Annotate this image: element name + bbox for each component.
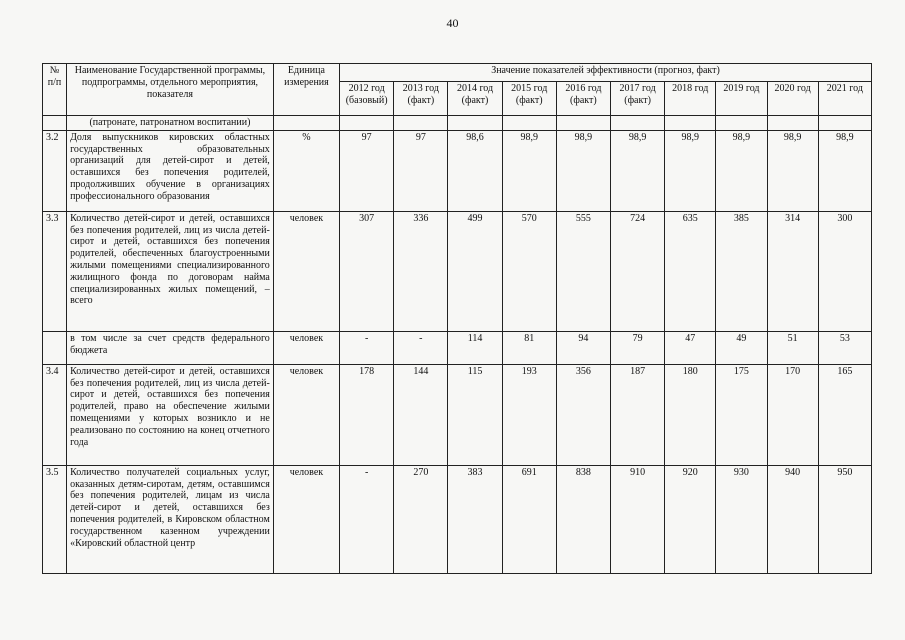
header-year: 2020 год — [767, 82, 818, 116]
cell-value: 838 — [556, 465, 610, 573]
cell-value: 314 — [767, 211, 818, 331]
cell-value: 165 — [818, 364, 871, 465]
cell-value — [340, 116, 394, 131]
row-num: 3.5 — [43, 465, 67, 573]
row-name: Доля выпускников кировских областных государственных образовательных организаций для детей-сирот и детей, оставшихся без попечения родителей, продолживших обучение в организациях профессионального образования — [67, 130, 274, 211]
header-unit: Единица измерения — [273, 64, 339, 116]
cell-value: 300 — [818, 211, 871, 331]
row-unit: % — [273, 130, 339, 211]
cell-value: 98,9 — [556, 130, 610, 211]
cell-value: 930 — [716, 465, 767, 573]
row-num: 3.4 — [43, 364, 67, 465]
header-values-group: Значение показателей эффективности (прогноз, факт) — [340, 64, 872, 82]
table-row — [43, 331, 872, 364]
indicators-table — [42, 63, 872, 574]
cell-value: 691 — [502, 465, 556, 573]
cell-value: 635 — [665, 211, 716, 331]
table-row — [43, 130, 872, 211]
row-num: 3.3 — [43, 211, 67, 331]
cell-value — [448, 116, 502, 131]
cell-value: 920 — [665, 465, 716, 573]
header-year: 2014 год (факт) — [448, 82, 502, 116]
cell-value: 98,9 — [610, 130, 664, 211]
cell-value — [818, 116, 871, 131]
cell-value — [665, 116, 716, 131]
header-year: 2019 год — [716, 82, 767, 116]
cell-value: 570 — [502, 211, 556, 331]
row-unit: человек — [273, 331, 339, 364]
row-name: в том числе за счет средств федерального бюджета — [67, 331, 274, 364]
row-unit: человек — [273, 364, 339, 465]
header-year: 2017 год (факт) — [610, 82, 664, 116]
cell-value: 98,9 — [665, 130, 716, 211]
cell-value: 193 — [502, 364, 556, 465]
cell-value: 385 — [716, 211, 767, 331]
cell-value: 940 — [767, 465, 818, 573]
cell-value: 555 — [556, 211, 610, 331]
cell-value: 49 — [716, 331, 767, 364]
cell-value: 97 — [340, 130, 394, 211]
cell-value: 950 — [818, 465, 871, 573]
cell-value: 383 — [448, 465, 502, 573]
cell-value: 81 — [502, 331, 556, 364]
row-name: (патронате, патронатном воспитании) — [67, 116, 274, 131]
row-name: Количество детей-сирот и детей, оставшихся без попечения родителей, лиц из числа детей-сирот и детей, оставшихся без попечения родителей, право на обеспечение жилыми помещениями у которых возникло и не реализовано по состоянию на конец отчетного года — [67, 364, 274, 465]
cell-value — [502, 116, 556, 131]
cell-value: 307 — [340, 211, 394, 331]
cell-value — [556, 116, 610, 131]
table-row — [43, 364, 872, 465]
row-num: 3.2 — [43, 130, 67, 211]
cell-value: 180 — [665, 364, 716, 465]
cell-value: 98,9 — [716, 130, 767, 211]
header-name: Наименование Государственной программы, подпрограммы, отдельного мероприятия, показателя — [67, 64, 274, 116]
cell-value — [716, 116, 767, 131]
cell-value: - — [340, 331, 394, 364]
header-year: 2021 год — [818, 82, 871, 116]
cell-value: 499 — [448, 211, 502, 331]
cell-value: 97 — [394, 130, 448, 211]
cell-value: 98,9 — [767, 130, 818, 211]
cell-value: 98,6 — [448, 130, 502, 211]
cell-value: 94 — [556, 331, 610, 364]
cell-value: - — [394, 331, 448, 364]
header-year: 2012 год (базовый) — [340, 82, 394, 116]
row-name: Количество получателей социальных услуг, оказанных детям-сиротам, детям, оставшимся без попечения родителей, лицам из числа детей-сирот и детей, оставшихся без попечения родителей, в Кировском областном государственном казенном учреждении «Кировский областной центр — [67, 465, 274, 573]
cell-value — [767, 116, 818, 131]
header-year: 2015 год (факт) — [502, 82, 556, 116]
cell-value — [394, 116, 448, 131]
cell-value: 115 — [448, 364, 502, 465]
row-num — [43, 331, 67, 364]
cell-value: 910 — [610, 465, 664, 573]
page-number: 40 — [446, 16, 459, 30]
cell-value: 53 — [818, 331, 871, 364]
cell-value: 144 — [394, 364, 448, 465]
row-unit: человек — [273, 465, 339, 573]
header-year: 2018 год — [665, 82, 716, 116]
cell-value: 98,9 — [502, 130, 556, 211]
row-name: Количество детей-сирот и детей, оставшихся без попечения родителей, лиц из числа детей-сирот и детей, оставшихся без попечения родителей, обеспеченных благоустроенными жилыми помещениями специализированного жилищного фонда по договорам найма специализированных жилых помещений, – всего — [67, 211, 274, 331]
cell-value: 98,9 — [818, 130, 871, 211]
cell-value: 79 — [610, 331, 664, 364]
table-row — [43, 116, 872, 131]
cell-value: 114 — [448, 331, 502, 364]
table-row — [43, 465, 872, 573]
cell-value: 187 — [610, 364, 664, 465]
cell-value: 47 — [665, 331, 716, 364]
header-year: 2016 год (факт) — [556, 82, 610, 116]
table-row — [43, 211, 872, 331]
cell-value — [610, 116, 664, 131]
cell-value: 270 — [394, 465, 448, 573]
cell-value: - — [340, 465, 394, 573]
cell-value: 170 — [767, 364, 818, 465]
header-year: 2013 год (факт) — [394, 82, 448, 116]
row-num — [43, 116, 67, 131]
cell-value: 724 — [610, 211, 664, 331]
row-unit — [273, 116, 339, 131]
cell-value: 178 — [340, 364, 394, 465]
cell-value: 175 — [716, 364, 767, 465]
cell-value: 51 — [767, 331, 818, 364]
cell-value: 336 — [394, 211, 448, 331]
cell-value: 356 — [556, 364, 610, 465]
row-unit: человек — [273, 211, 339, 331]
header-num: № п/п — [43, 64, 67, 116]
